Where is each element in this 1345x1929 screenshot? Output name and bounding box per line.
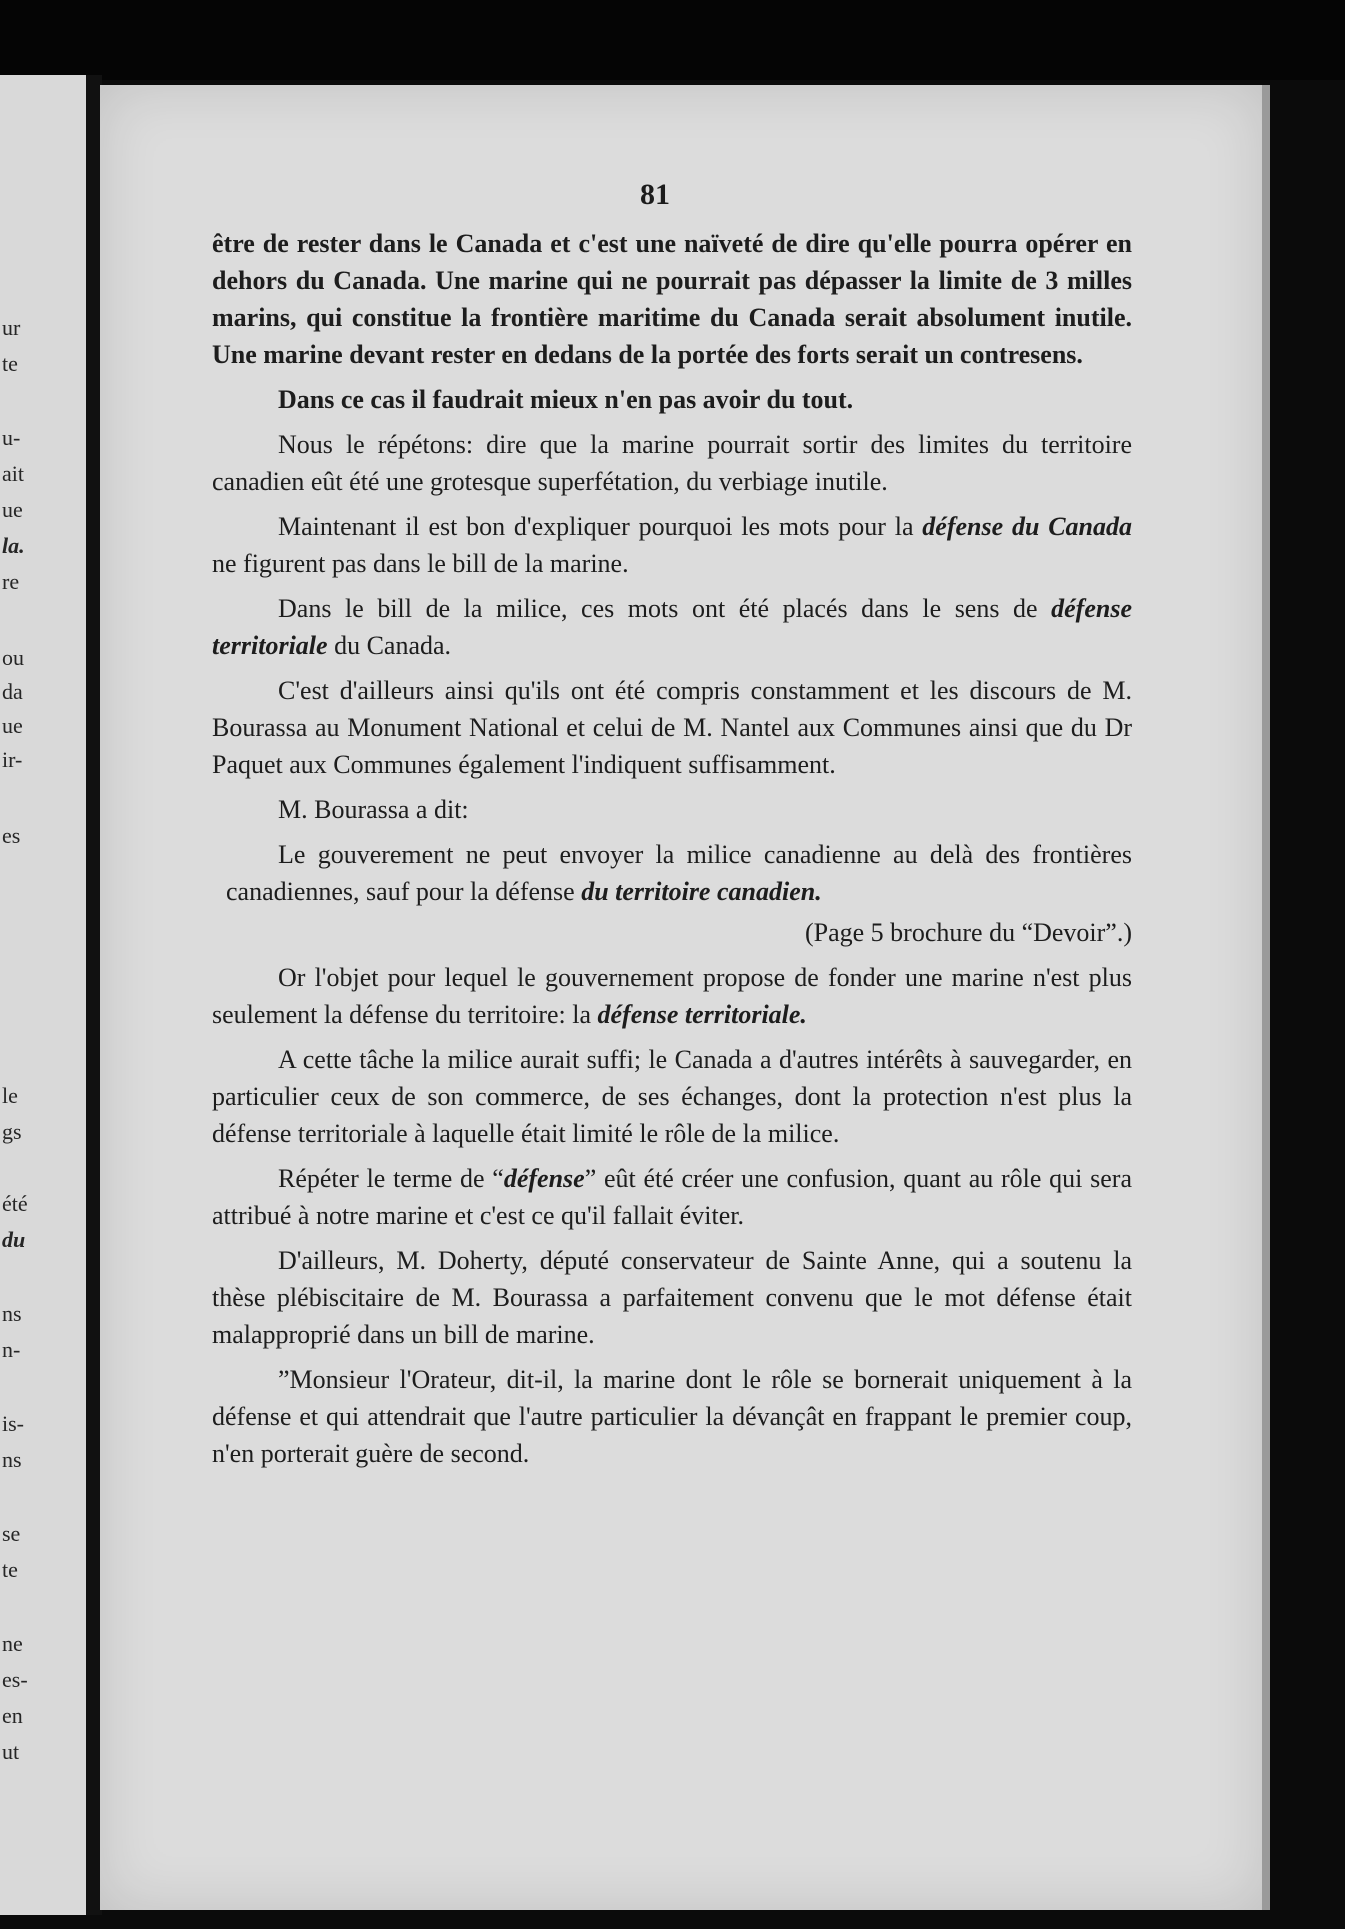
adjacent-page-fragment: gs (2, 1119, 22, 1144)
paragraph: A cette tâche la milice aurait suffi; le Canada a d'autres intérêts à sauvegarder, en particulier ceux de son commerce, de ses échanges, dont la protection n'est plus la défense territoriale à laquelle était limité le rôle de la milice. (212, 1045, 1132, 1148)
adjacent-page-fragment: se (2, 1521, 21, 1546)
adjacent-page-fragment: u- (2, 425, 21, 450)
adjacent-page-fragment: n- (2, 1337, 21, 1362)
adjacent-page-fragment: te (2, 1557, 18, 1582)
paragraph: Répéter le terme de “défense” eût été créer une confusion, quant au rôle qui sera attribué à notre marine et c'est ce qu'il fallait éviter. (212, 1164, 1132, 1230)
adjacent-page-fragment: la. (2, 533, 25, 558)
italic-emphasis: défense du Canada (922, 512, 1133, 541)
paragraph: Dans le bill de la milice, ces mots ont été placés dans le sens de défense territoriale du Canada. (212, 594, 1132, 660)
paragraph: Or l'objet pour lequel le gouvernement propose de fonder une marine n'est plus seulement la défense du territoire: la défense territoriale. (212, 963, 1132, 1029)
adjacent-page-fragment: ue (2, 713, 23, 738)
block-quote (226, 836, 1132, 910)
paragraph: ”Monsieur l'Orateur, dit-il, la marine dont le rôle se bornerait uniquement à la défense et qui attendrait que l'autre particulier la dévançât en frappant le premier coup, n'en porterait guère de second. (212, 1365, 1132, 1468)
adjacent-page-edge (0, 75, 92, 1915)
page-right-edge (1262, 85, 1270, 1910)
body-text (212, 225, 1132, 1480)
adjacent-page-fragment: ir- (2, 747, 23, 772)
adjacent-page-fragment: ut (2, 1739, 20, 1764)
italic-emphasis: défense territoriale (212, 594, 1132, 660)
adjacent-page-fragment: re (2, 569, 20, 594)
adjacent-page-fragment: du (2, 1227, 26, 1252)
italic-emphasis: défense territoriale. (597, 1000, 807, 1029)
adjacent-page-fragment: ur (2, 315, 21, 340)
adjacent-page-fragment: ue (2, 497, 23, 522)
page-number: 81 (640, 178, 670, 211)
italic-emphasis: du territoire canadien. (581, 877, 822, 906)
paragraph: Maintenant il est bon d'expliquer pourquoi les mots pour la défense du Canada ne figurent pas dans le bill de la marine. (212, 512, 1133, 578)
adjacent-page-fragment: is- (2, 1411, 24, 1436)
paragraph: Dans ce cas il faudrait mieux n'en pas avoir du tout. (278, 385, 854, 414)
paragraph: C'est d'ailleurs ainsi qu'ils ont été compris constamment et les discours de M. Bourassa au Monument National et celui de M. Nantel aux Communes ainsi que du Dr Paquet aux Communes également l'indiquent suffisamment. (212, 676, 1132, 779)
adjacent-page-fragment: ait (2, 461, 24, 486)
paragraph: D'ailleurs, M. Doherty, député conservateur de Sainte Anne, qui a soutenu la thèse plébiscitaire de M. Bourassa a parfaitement convenu que le mot défense était malapproprié dans un bill de marine. (212, 1246, 1132, 1349)
adjacent-page-fragment: es- (2, 1667, 28, 1692)
quote-text: Le gouverement ne peut envoyer la milice canadienne au delà des frontières canadiennes, sauf pour la défense du territoire canadien. (226, 840, 1132, 906)
quote-citation: (Page 5 brochure du “Devoir”.) (804, 918, 1132, 947)
adjacent-page-fragment: da (2, 679, 23, 704)
paragraph: être de rester dans le Canada et c'est une naïveté de dire qu'elle pourra opérer en dehors du Canada. Une marine qui ne pourrait pas dépasser la limite de 3 milles marins, qui constitue la frontière maritime du Canada serait absolument inutile. Une marine devant rester en dedans de la portée des forts serait un contresens. (212, 229, 1132, 369)
adjacent-page-fragment: ns (2, 1301, 22, 1326)
adjacent-page-fragment: été (2, 1191, 28, 1216)
adjacent-page-fragment: en (2, 1703, 23, 1728)
adjacent-page-fragment: ns (2, 1447, 22, 1472)
scan-top-border (0, 0, 1345, 80)
adjacent-page-fragment: le (2, 1083, 18, 1108)
paragraph: M. Bourassa a dit: (278, 795, 469, 824)
adjacent-page-fragment: ne (2, 1631, 23, 1656)
paragraph: Nous le répétons: dire que la marine pourrait sortir des limites du territoire canadien eût été une grotesque superfétation, du verbiage inutile. (212, 430, 1132, 496)
adjacent-page-fragment: te (2, 351, 18, 376)
adjacent-page-fragment: ou (2, 645, 24, 670)
adjacent-page-fragment: es (2, 823, 21, 848)
italic-emphasis: défense (503, 1164, 585, 1193)
